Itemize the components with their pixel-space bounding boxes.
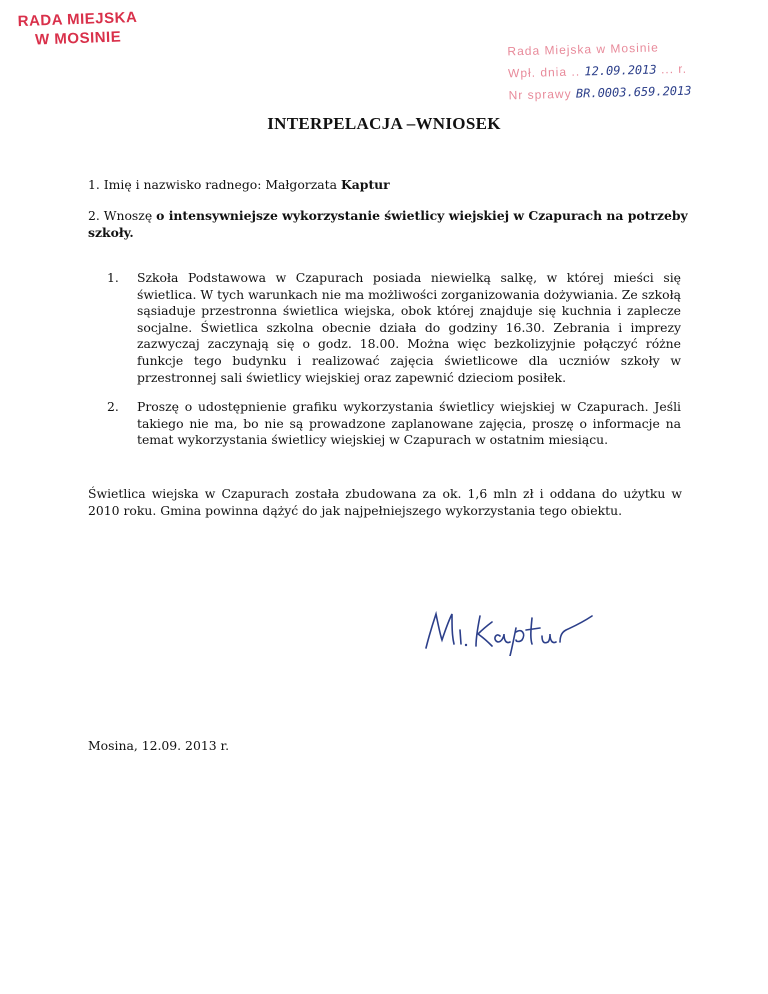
received-date-value: 12.09.2013: [584, 62, 657, 79]
list-item-number: 2.: [107, 399, 119, 414]
case-number-value: BR.0003.659.2013: [575, 83, 692, 101]
list-item-text: Szkoła Podstawowa w Czapurach posiada niewielką salkę, w której mieści się świetlica. W tych warunkach nie ma możliwości zorganizowania dożywiania. Ze szkołą sąsiaduje przestronna świetlica wiejska, obok której znajduje się kuchnia i zaplecze socjalne. Świetlica szkolna obecnie działa do godziny 16.30. Zebrania i imprezy zazwyczaj zaczynają się o godz. 18.00. Można więc bezkolizyjnie połączyć różne funkcje tego budynku i realizować zajęcia świetlicowe dla uczniów szkoły w przestronnej sali świetlicy wiejskiej oraz zapewnić dzieciom posiłek.: [137, 270, 681, 385]
list-item-text: Proszę o udostępnienie grafiku wykorzystania świetlicy wiejskiej w Czapurach. Jeśli takiego nie ma, bo nie są prowadzone zaplanowane zajęcia, proszę o informacje na temat wykorzystania świetlicy wiejskiej w Czapurach w ostatnim miesiącu.: [137, 399, 681, 448]
document-title: INTERPELACJA –WNIOSEK: [267, 114, 501, 133]
case-number-label: Nr sprawy: [508, 86, 572, 103]
case-number-row: [508, 80, 691, 107]
list-item: [107, 399, 681, 449]
councillor-label: 1. Imię i nazwisko radnego: Małgorzata: [88, 177, 338, 192]
request-prefix: 2. Wnoszę: [88, 208, 153, 223]
stamp-line-2: W MOSINIE: [34, 28, 122, 49]
list-item: [107, 270, 681, 386]
rada-miejska-stamp: [17, 8, 138, 50]
place-and-date: Mosina, 12.09. 2013 r.: [88, 738, 230, 753]
received-stamp: [507, 36, 692, 107]
received-date-row: Wpł. dnia .. 12.09.2013 ... r.: [507, 61, 688, 81]
handwritten-signature: [420, 602, 600, 656]
request-line: [88, 208, 688, 241]
list-item-number: 1.: [107, 270, 119, 285]
councillor-line: [88, 177, 688, 194]
request-subject: o intensywniejsze wykorzystanie świetlicy wiejskiej w Czapurach na potrzeby szkoły.: [88, 208, 688, 240]
closing-paragraph: Świetlica wiejska w Czapurach została zbudowana za ok. 1,6 mln zł i oddana do użytku w 2010 roku. Gmina powinna dążyć do jak najpełniejszego wykorzystania tego obiektu.: [88, 486, 682, 518]
stamp-line-1: RADA MIEJSKA: [17, 8, 138, 31]
received-date-label: Wpł. dnia: [507, 64, 568, 81]
received-stamp-title: Rada Miejska w Mosinie: [507, 40, 659, 59]
councillor-surname: Kaptur: [340, 177, 390, 192]
received-date-suffix: r.: [678, 61, 688, 76]
